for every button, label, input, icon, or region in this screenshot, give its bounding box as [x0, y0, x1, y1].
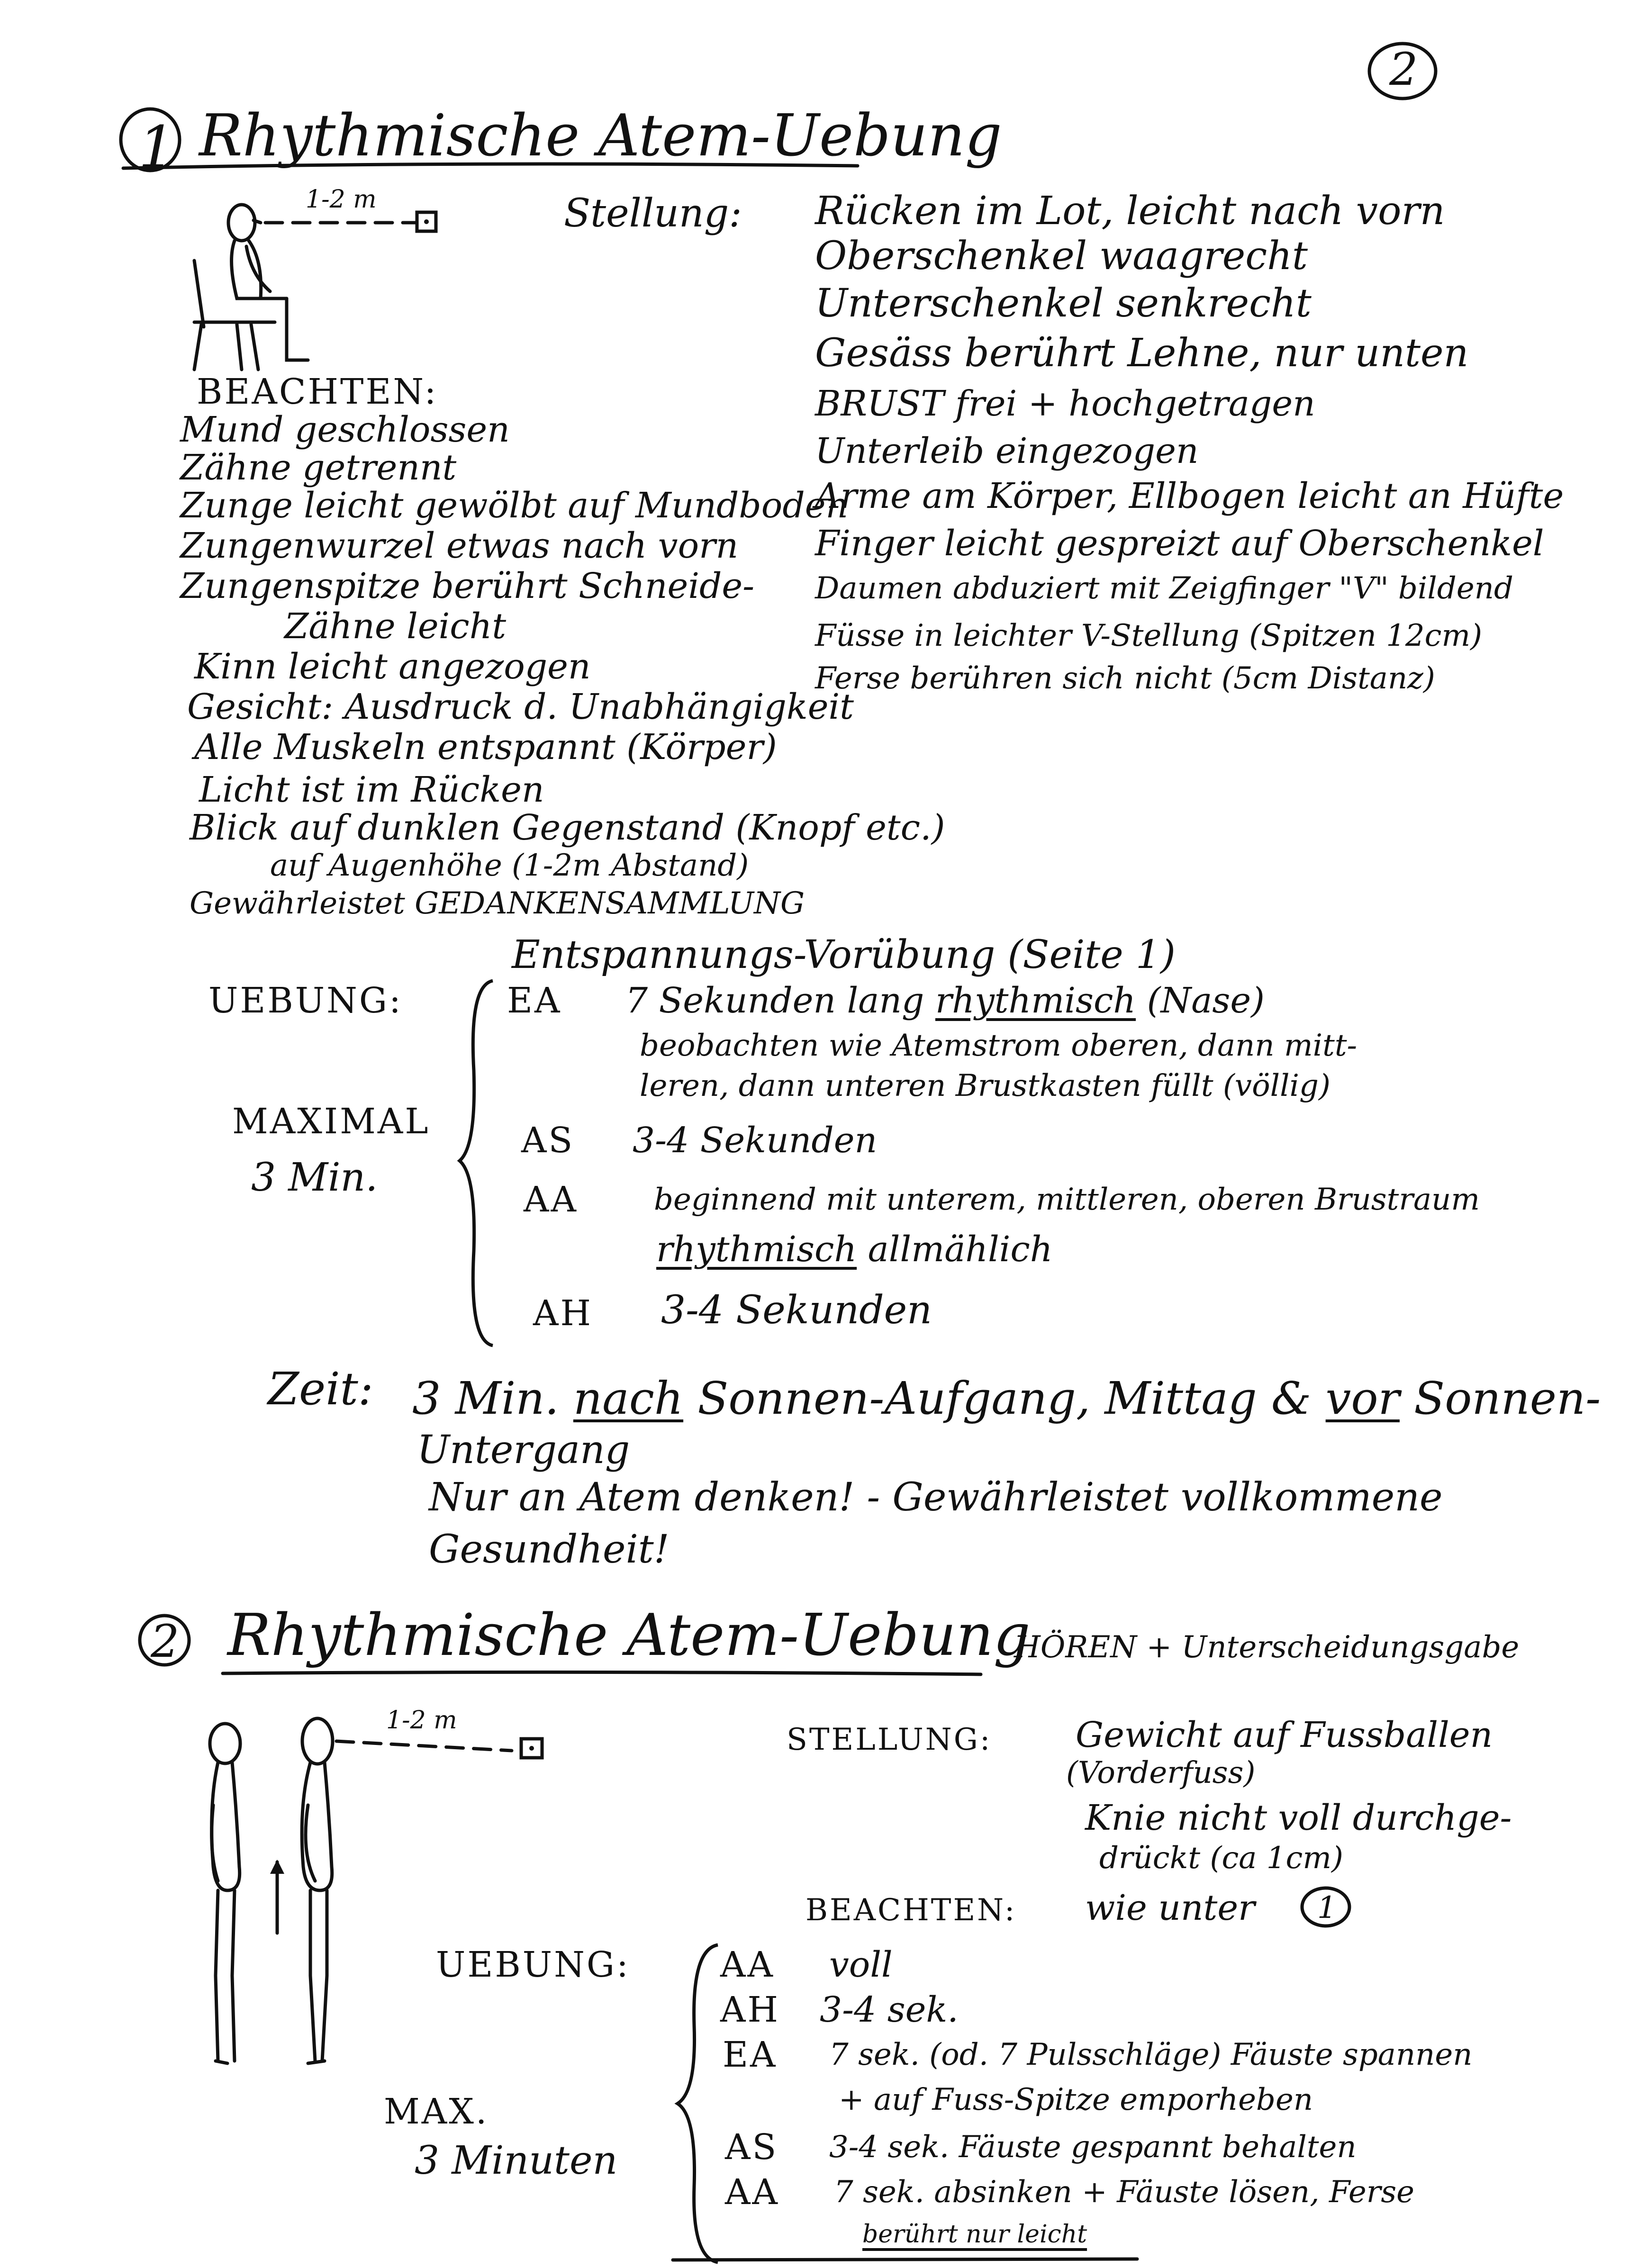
section2-title: Rhythmische Atem-Uebung [227, 1601, 1031, 1669]
step-text: rhythmisch allmählich [656, 1229, 1053, 1270]
step-text: voll [829, 1944, 893, 1985]
step-code: AA [720, 1944, 775, 1985]
section1-title-underline [123, 161, 862, 175]
beachten-item: Zunge leicht gewölbt auf Mundboden [180, 485, 849, 526]
bottom-rule [673, 2255, 1147, 2265]
section1-stellung-label: Stellung: [564, 191, 742, 236]
step-text: 3-4 sek. [820, 1989, 959, 2030]
section2-max-label: MAX. [384, 2091, 489, 2132]
stellung-item: Unterschenkel senkrecht [815, 281, 1312, 326]
stellung-item: Ferse berühren sich nicht (5cm Distanz) [815, 661, 1435, 696]
beachten-item: Gewährleistet GEDANKENSAMMLUNG [190, 886, 805, 921]
stellung-item: Daumen abduziert mit Zeigfinger "V" bildend [815, 571, 1513, 606]
step-code: AA [524, 1179, 578, 1220]
section1-title: Rhythmische Atem-Uebung [199, 102, 1002, 169]
step-code: AH [533, 1293, 593, 1334]
stellung-item: (Vorderfuss) [1066, 1755, 1256, 1790]
step-code: EA [507, 980, 562, 1021]
section1-vorubung: Entspannungs-Vorübung (Seite 1) [512, 932, 1176, 977]
beachten-item: Alle Muskeln entspannt (Körper) [194, 727, 777, 768]
stellung-item: Knie nicht voll durchge- [1085, 1798, 1512, 1838]
stellung-item: Oberschenkel waagrecht [815, 234, 1308, 279]
step-text: 7 sek. (od. 7 Pulsschläge) Fäuste spannen [829, 2037, 1473, 2072]
step-code: AS [725, 2127, 778, 2168]
step-text: + auf Fuss-Spitze emporheben [839, 2082, 1313, 2117]
stellung-item: drückt (ca 1cm) [1099, 1841, 1343, 1876]
step-text: 7 Sekunden lang rhythmisch (Nase) [625, 980, 1265, 1021]
page-number: 2 [1389, 44, 1418, 96]
seated-figure-drawing [180, 190, 474, 379]
section1-figure-distance: 1-2 m [306, 185, 377, 214]
beachten-item: auf Augenhöhe (1-2m Abstand) [270, 848, 749, 883]
stellung-item: Finger leicht gespreizt auf Oberschenkel [815, 523, 1544, 564]
beachten-item: Mund geschlossen [180, 409, 510, 450]
section2-title-underline [223, 1668, 990, 1682]
beachten-item: Gesicht: Ausdruck d. Unabhängigkeit [187, 687, 854, 727]
step-code: AS [521, 1120, 575, 1161]
section1-brace [455, 976, 512, 1350]
stellung-item: Unterleib eingezogen [815, 431, 1199, 471]
section2-subtitle: HÖREN + Unterscheidungsgabe [1014, 1630, 1520, 1665]
step-text: 3-4 sek. Fäuste gespannt behalten [829, 2130, 1357, 2165]
step-text: 3-4 Sekunden [633, 1120, 878, 1161]
section2-max-value: 3 Minuten [415, 2138, 618, 2183]
section1-number: 1 [138, 114, 175, 181]
beachten-item: Zähne getrennt [180, 447, 457, 488]
section1-zeit-line4: Gesundheit! [429, 1527, 670, 1572]
section2-beachten-ref: 1 [1317, 1890, 1337, 1925]
step-text: beginnend mit unterem, mittleren, oberen Brustraum [654, 1182, 1480, 1217]
section1-zeit-line1: 3 Min. nach Sonnen-Aufgang, Mittag & vor Sonnen- [412, 1373, 1601, 1425]
step-text: berührt nur leicht [862, 2220, 1087, 2249]
section2-figure-distance: 1-2 m [386, 1706, 457, 1735]
section1-maximal-label: MAXIMAL [232, 1101, 430, 1142]
stellung-item: Gewicht auf Fussballen [1076, 1715, 1493, 1755]
beachten-item: Zungenwurzel etwas nach vorn [180, 525, 739, 566]
step-text: beobachten wie Atemstrom oberen, dann mitt- [640, 1028, 1357, 1063]
step-code: AA [725, 2172, 779, 2213]
step-code: EA [723, 2034, 778, 2075]
section1-zeit-label: Zeit: [268, 1363, 373, 1415]
beachten-item: Licht ist im Rücken [199, 769, 544, 810]
section1-uebung-label: UEBUNG: [208, 980, 403, 1021]
step-text: 3-4 Sekunden [661, 1288, 932, 1333]
stellung-item: BRUST frei + hochgetragen [815, 383, 1315, 424]
section1-maximal-value: 3 Min. [251, 1155, 378, 1200]
section1-beachten-label: BEACHTEN: [197, 371, 438, 412]
beachten-item: Zungenspitze berührt Schneide- [180, 566, 755, 606]
beachten-item: Blick auf dunklen Gegenstand (Knopf etc.) [190, 807, 945, 848]
stellung-item: Arme am Körper, Ellbogen leicht an Hüfte [815, 476, 1564, 516]
stellung-item: Gesäss berührt Lehne, nur unten [815, 331, 1469, 376]
section1-zeit-line3: Nur an Atem denken! - Gewährleistet vollkommene [429, 1475, 1443, 1520]
step-code: AH [720, 1989, 780, 2030]
step-text: 7 sek. absinken + Fäuste lösen, Ferse [834, 2175, 1415, 2210]
stellung-item: Füsse in leichter V-Stellung (Spitzen 12cm) [815, 618, 1483, 653]
stellung-item: Rücken im Lot, leicht nach vorn [815, 189, 1445, 234]
section2-stellung-label: STELLUNG: [787, 1722, 992, 1757]
beachten-item: Kinn leicht angezogen [194, 646, 591, 687]
section2-beachten-value: wie unter [1085, 1888, 1255, 1928]
section2-beachten-label: BEACHTEN: [805, 1893, 1017, 1928]
step-text: leren, dann unteren Brustkasten füllt (völlig) [640, 1068, 1330, 1103]
beachten-item: Zähne leicht [284, 606, 507, 647]
section2-uebung-label: UEBUNG: [436, 1944, 630, 1985]
section2-number: 2 [151, 1616, 180, 1668]
section1-zeit-line2: Untergang [417, 1428, 630, 1473]
standing-figures-drawing [190, 1706, 569, 2089]
